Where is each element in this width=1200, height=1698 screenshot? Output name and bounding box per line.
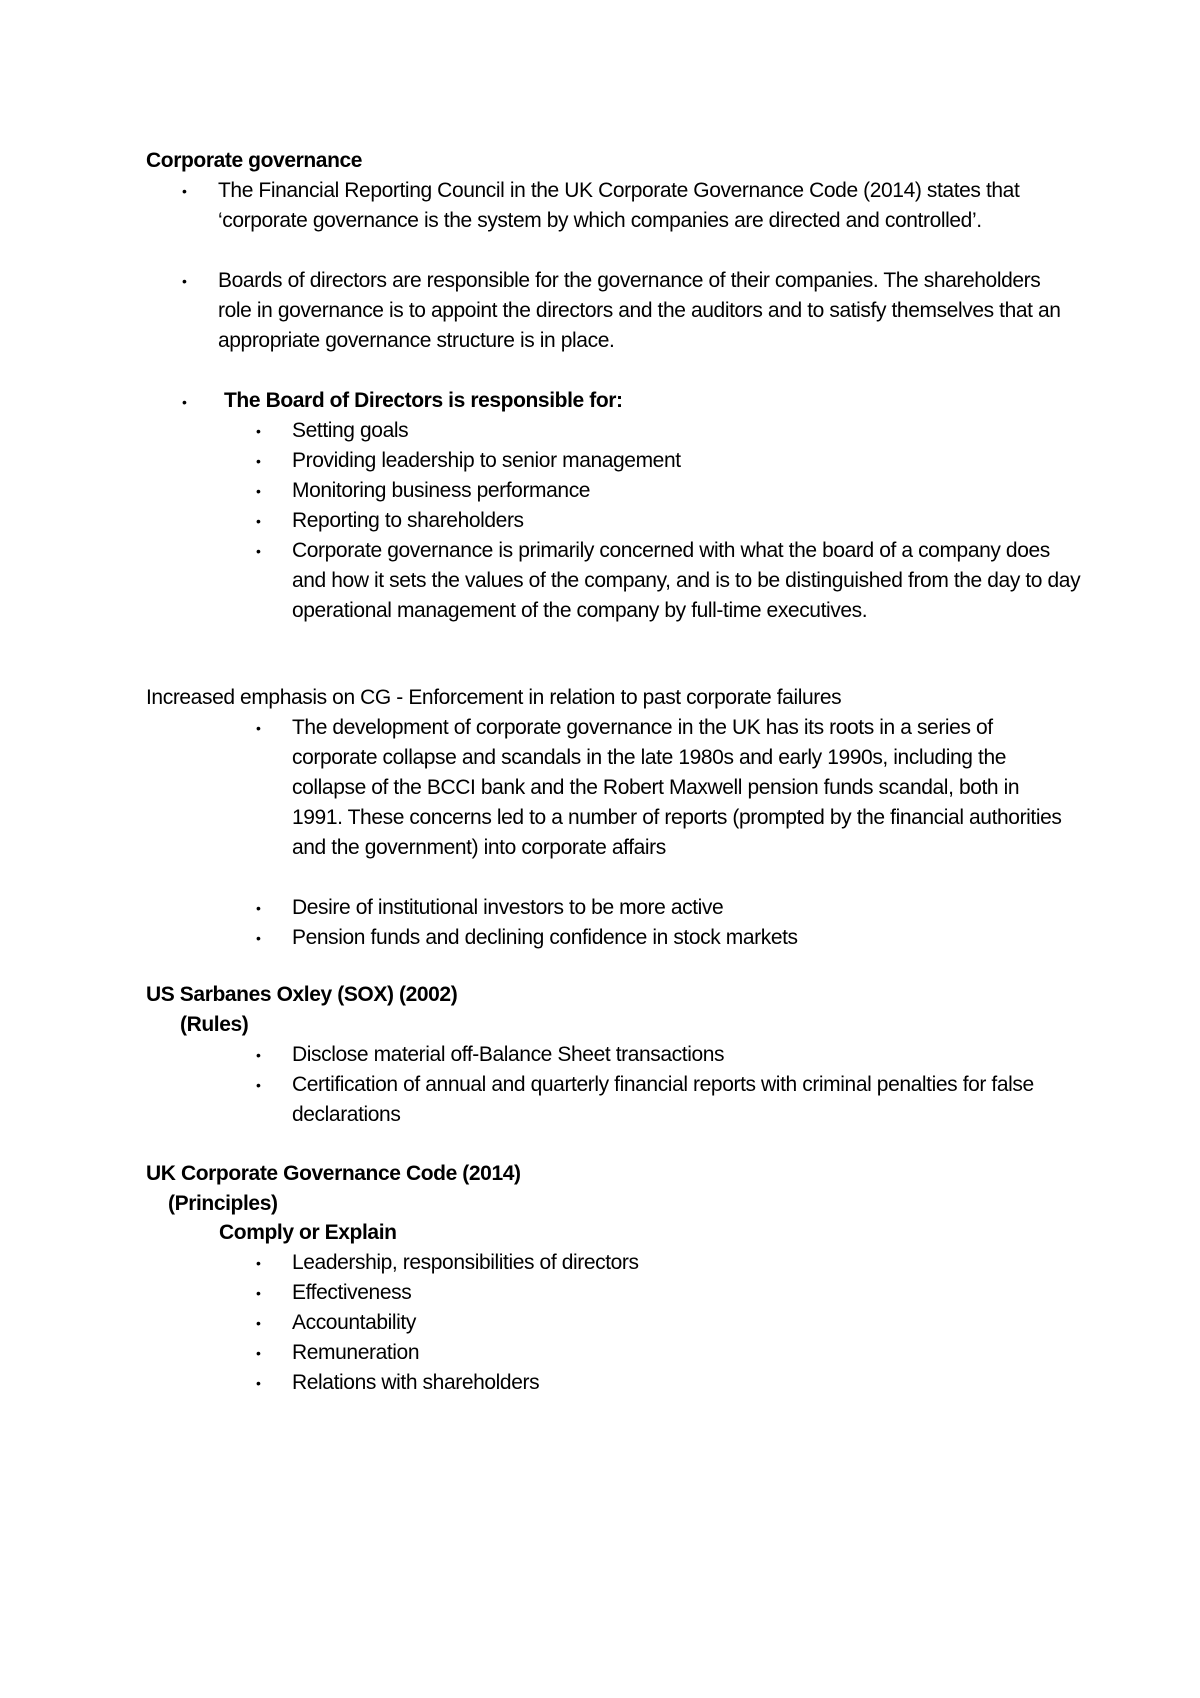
list-item: [256, 1070, 1082, 1130]
list-item-text: Monitoring business performance: [292, 479, 591, 502]
list-item: [256, 1308, 1082, 1338]
bullet-icon: •: [256, 453, 261, 469]
bullet-icon: •: [256, 483, 261, 499]
list-item-text: Pension funds and declining confidence in stock markets: [292, 926, 798, 949]
list-item-text: Setting goals: [292, 419, 409, 442]
list-item: [256, 1338, 1082, 1368]
list-item-text: The development of corporate governance in the UK has its roots in a series of corporate collapse and scandals in the late 1980s and early 1990s, including the collapse of the BCCI bank and the Robert Maxwell pension funds scandal, both in 1991. These concerns led to a number of reports (prompted by the financial authorities and the government) into corporate affairs: [292, 716, 1062, 859]
list-item: [256, 416, 1082, 446]
bullet-icon: •: [182, 394, 187, 410]
bullet-icon: •: [256, 1375, 261, 1391]
list-item: [256, 713, 1062, 893]
bullet-icon: •: [256, 1345, 261, 1361]
uk-code-subheading-comply-or-explain: Comply or Explain: [219, 1221, 397, 1244]
board-responsibilities-item: [182, 386, 623, 417]
list-item: [256, 1278, 1082, 1308]
bullet-icon: •: [256, 1077, 261, 1093]
bullet-icon: •: [256, 423, 261, 439]
uk-code-subheading-principles: (Principles): [168, 1192, 278, 1215]
list-item-text: Certification of annual and quarterly financial reports with criminal penalties for false declarations: [292, 1073, 1034, 1126]
section-heading-increased-emphasis: Increased emphasis on CG - Enforcement in relation to past corporate failures: [146, 686, 842, 709]
list-item-text: Providing leadership to senior management: [292, 449, 681, 472]
list-item: [256, 1368, 1082, 1398]
bullet-icon: •: [256, 1285, 261, 1301]
bullet-icon: •: [182, 183, 187, 199]
corporate-governance-list: [182, 176, 1068, 356]
increased-emphasis-list: [256, 713, 1062, 953]
section-heading-sox: US Sarbanes Oxley (SOX) (2002): [146, 983, 458, 1006]
bullet-icon: •: [182, 273, 187, 289]
list-item-text: The Financial Reporting Council in the UK Corporate Governance Code (2014) states that ‘corporate governance is the system by which companies are directed and controlled’.: [218, 179, 1020, 232]
list-item-text: Reporting to shareholders: [292, 509, 524, 532]
list-item-text: Disclose material off-Balance Sheet transactions: [292, 1043, 725, 1066]
bullet-icon: •: [256, 900, 261, 916]
list-item: [256, 923, 1062, 953]
list-item: [256, 893, 1062, 923]
list-item-text: Relations with shareholders: [292, 1371, 540, 1394]
uk-code-list: [256, 1248, 1082, 1398]
list-item: [256, 1040, 1082, 1070]
list-item: [256, 536, 1082, 656]
bullet-icon: •: [256, 720, 261, 736]
board-responsibilities-heading: The Board of Directors is responsible for:: [224, 389, 623, 412]
list-item: [256, 506, 1082, 536]
list-item-text: Boards of directors are responsible for the governance of their companies. The shareholders role in governance is to appoint the directors and the auditors and to satisfy themselves that an appropriate governance structure is in place.: [218, 269, 1061, 352]
bullet-icon: •: [256, 930, 261, 946]
section-heading-uk-code: UK Corporate Governance Code (2014): [146, 1162, 521, 1185]
bullet-icon: •: [256, 1255, 261, 1271]
bullet-icon: •: [256, 1315, 261, 1331]
section-heading-corporate-governance: Corporate governance: [146, 149, 363, 172]
list-item-text: Corporate governance is primarily concerned with what the board of a company does and how it sets the values of the company, and is to be distinguished from the day to day operational management of the company by full-time executives.: [292, 539, 1081, 622]
list-item-text: Leadership, responsibilities of directors: [292, 1251, 639, 1274]
board-responsibilities-list: [256, 416, 1082, 656]
list-item: [256, 1248, 1082, 1278]
bullet-icon: •: [256, 543, 261, 559]
list-item: [256, 446, 1082, 476]
list-item-text: Remuneration: [292, 1341, 420, 1364]
list-item-text: Desire of institutional investors to be more active: [292, 896, 724, 919]
bullet-icon: •: [256, 1047, 261, 1063]
list-item-text: Effectiveness: [292, 1281, 412, 1304]
sox-subheading-rules: (Rules): [180, 1013, 249, 1036]
list-item: [256, 476, 1082, 506]
list-item: [182, 266, 1068, 356]
list-item-text: Accountability: [292, 1311, 416, 1334]
sox-list: [256, 1040, 1082, 1130]
list-item: [182, 176, 1068, 266]
bullet-icon: •: [256, 513, 261, 529]
